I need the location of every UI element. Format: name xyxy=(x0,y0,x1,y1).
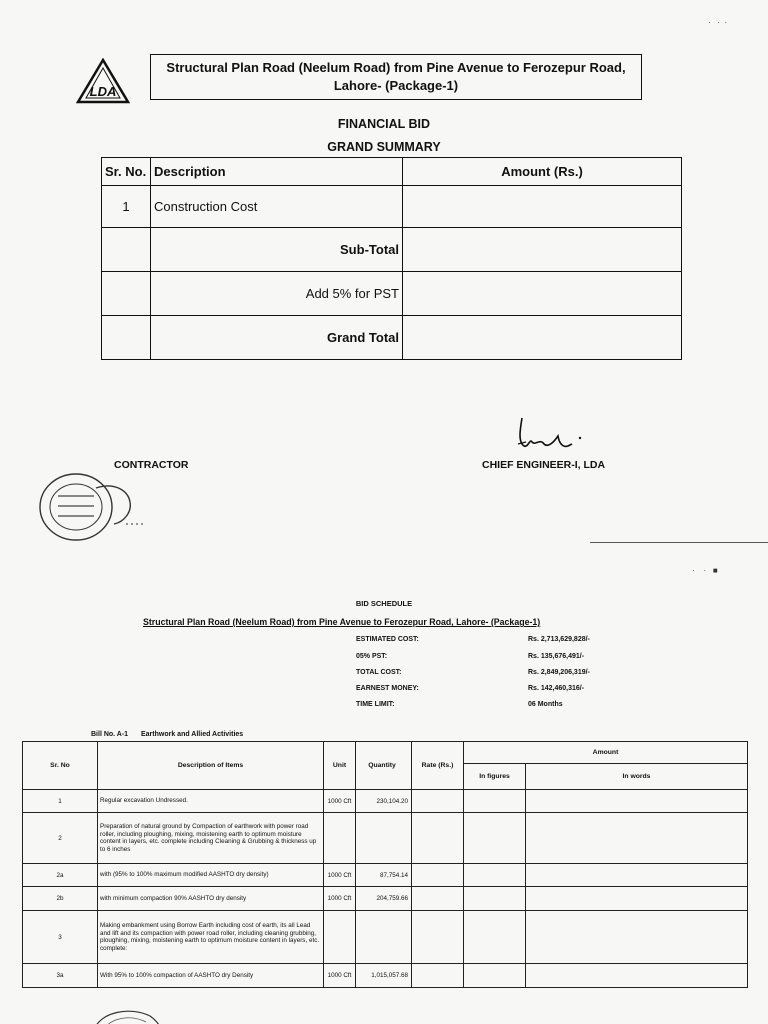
summary-row-pst xyxy=(102,272,682,316)
summary-description: Grand Total xyxy=(151,316,403,360)
bill-amount-figures xyxy=(464,964,526,988)
grand-summary-table xyxy=(101,157,682,360)
summary-row-grand-total xyxy=(102,316,682,360)
summary-sr xyxy=(102,272,151,316)
financial-bid-heading: FINANCIAL BID xyxy=(337,117,431,131)
summary-amount xyxy=(403,272,682,316)
bill-col-sr-no: Sr. No xyxy=(23,742,98,790)
grand-summary-heading: GRAND SUMMARY xyxy=(327,140,441,154)
summary-description: Add 5% for PST xyxy=(151,272,403,316)
cost-label-pst: 05% PST: xyxy=(356,653,388,660)
bill-description: with (95% to 100% maximum modified AASHTO dry density) xyxy=(98,864,324,887)
bill-amount-figures xyxy=(464,887,526,911)
logo-text: LDA xyxy=(89,84,117,99)
divider-mark xyxy=(590,542,768,543)
bill-amount-figures xyxy=(464,864,526,887)
bill-amount-figures xyxy=(464,813,526,864)
cost-value-pst: Rs. 135,676,491/- xyxy=(528,653,585,660)
cost-value-time-limit: 06 Months xyxy=(528,701,563,708)
bill-quantity xyxy=(356,813,412,864)
bill-amount-figures xyxy=(464,911,526,964)
official-stamp xyxy=(36,468,148,544)
cost-value-earnest-money: Rs. 142,460,316/- xyxy=(528,685,585,692)
bill-row xyxy=(23,813,748,864)
bill-description: with minimum compaction 90% AASHTO dry density xyxy=(98,887,324,911)
bid-schedule-heading: BID SCHEDULE xyxy=(355,599,413,608)
bill-unit: 1000 Cft xyxy=(324,887,356,911)
bill-rate xyxy=(412,911,464,964)
summary-row-sub-total xyxy=(102,228,682,272)
bill-row xyxy=(23,864,748,887)
summary-amount xyxy=(403,228,682,272)
summary-description: Sub-Total xyxy=(151,228,403,272)
bill-sr: 3a xyxy=(23,964,98,988)
bill-col-in-words: In words xyxy=(526,764,748,790)
bill-sr: 2a xyxy=(23,864,98,887)
bill-quantity: 230,104.20 xyxy=(356,790,412,813)
bill-amount-words xyxy=(526,864,748,887)
bill-col-quantity: Quantity xyxy=(356,742,412,790)
lda-logo xyxy=(74,58,132,104)
contractor-label: CONTRACTOR xyxy=(114,459,189,471)
project-title-line-1: Structural Plan Road (Neelum Road) from Pine Avenue to Ferozepur Road, xyxy=(166,60,626,75)
bill-row xyxy=(23,911,748,964)
bill-sr: 2b xyxy=(23,887,98,911)
bill-unit: 1000 Cft xyxy=(324,790,356,813)
bill-number: Bill No. A-1 xyxy=(91,731,129,738)
bill-col-in-figures: In figures xyxy=(464,764,526,790)
bill-quantity: 204,759.66 xyxy=(356,887,412,911)
col-header-description: Description xyxy=(151,158,403,186)
project-title-line-2: Lahore- (Package-1) xyxy=(333,78,459,93)
bill-sr: 2 xyxy=(23,813,98,864)
handwritten-signature xyxy=(512,408,592,454)
bill-rate xyxy=(412,964,464,988)
bill-amount-words xyxy=(526,911,748,964)
bill-unit: 1000 Cft xyxy=(324,964,356,988)
bill-col-amount: Amount xyxy=(464,742,748,764)
bill-amount-words xyxy=(526,813,748,864)
bill-col-unit: Unit xyxy=(324,742,356,790)
bill-rate xyxy=(412,813,464,864)
cost-value-estimated: Rs. 2,713,629,828/- xyxy=(528,636,590,643)
summary-description: Construction Cost xyxy=(151,186,403,228)
summary-row-construction-cost xyxy=(102,186,682,228)
bill-of-quantities-table xyxy=(22,741,748,988)
project-title-box xyxy=(150,54,642,100)
bill-header-row-1 xyxy=(23,742,748,764)
cost-label-estimated: ESTIMATED COST: xyxy=(356,636,419,643)
scan-specks: · · · xyxy=(708,18,728,27)
cost-label-total: TOTAL COST: xyxy=(356,669,402,676)
bill-unit: 1000 Cft xyxy=(324,864,356,887)
bill-row xyxy=(23,964,748,988)
summary-sr xyxy=(102,228,151,272)
bill-amount-words xyxy=(526,790,748,813)
col-header-amount: Amount (Rs.) xyxy=(403,158,682,186)
bill-description: With 95% to 100% compaction of AASHTO dry Density xyxy=(98,964,324,988)
bill-quantity: 1,015,057.68 xyxy=(356,964,412,988)
bill-amount-words xyxy=(526,887,748,911)
bill-sr: 3 xyxy=(23,911,98,964)
bill-col-rate: Rate (Rs.) xyxy=(412,742,464,790)
bill-amount-figures xyxy=(464,790,526,813)
official-stamp-partial xyxy=(90,1006,170,1024)
bill-description: Making embankment using Borrow Earth including cost of earth, its all Lead and lift and its compaction with power road roller, including cleaning grubbing, ploughing, mixing, moistening earth to optimum moisture content in layers, etc. complete: xyxy=(98,911,324,964)
bill-title: Earthwork and Allied Activities xyxy=(141,731,244,738)
bill-unit xyxy=(324,813,356,864)
bill-row xyxy=(23,887,748,911)
bill-row xyxy=(23,790,748,813)
cost-label-earnest-money: EARNEST MONEY: xyxy=(356,685,419,692)
bill-description: Regular excavation Undressed. xyxy=(98,790,324,813)
bill-amount-words xyxy=(526,964,748,988)
scan-specks: · · ■ xyxy=(692,566,718,575)
bill-quantity xyxy=(356,911,412,964)
bill-rate xyxy=(412,864,464,887)
summary-sr xyxy=(102,316,151,360)
cost-label-time-limit: TIME LIMIT: xyxy=(356,701,395,708)
summary-header-row xyxy=(102,158,682,186)
cost-value-total: Rs. 2,849,206,319/- xyxy=(528,669,590,676)
bill-col-description: Description of Items xyxy=(98,742,324,790)
bid-schedule-project-title: Structural Plan Road (Neelum Road) from Pine Avenue to Ferozepur Road, Lahore- (Package-1) xyxy=(143,617,541,627)
bill-description: Preparation of natural ground by Compaction of earthwork with power road roller, including ploughing, mixing, moistening earth to optimum moisture content in layers, etc. complete including Cleaning & Grubbing & thickness up to 6 inches xyxy=(98,813,324,864)
col-header-sr-no: Sr. No. xyxy=(102,158,151,186)
bill-rate xyxy=(412,790,464,813)
chief-engineer-label: CHIEF ENGINEER-I, LDA xyxy=(482,459,606,471)
summary-amount xyxy=(403,186,682,228)
bill-sr: 1 xyxy=(23,790,98,813)
bill-unit xyxy=(324,911,356,964)
summary-sr: 1 xyxy=(102,186,151,228)
summary-amount xyxy=(403,316,682,360)
bill-quantity: 87,754.14 xyxy=(356,864,412,887)
bill-rate xyxy=(412,887,464,911)
